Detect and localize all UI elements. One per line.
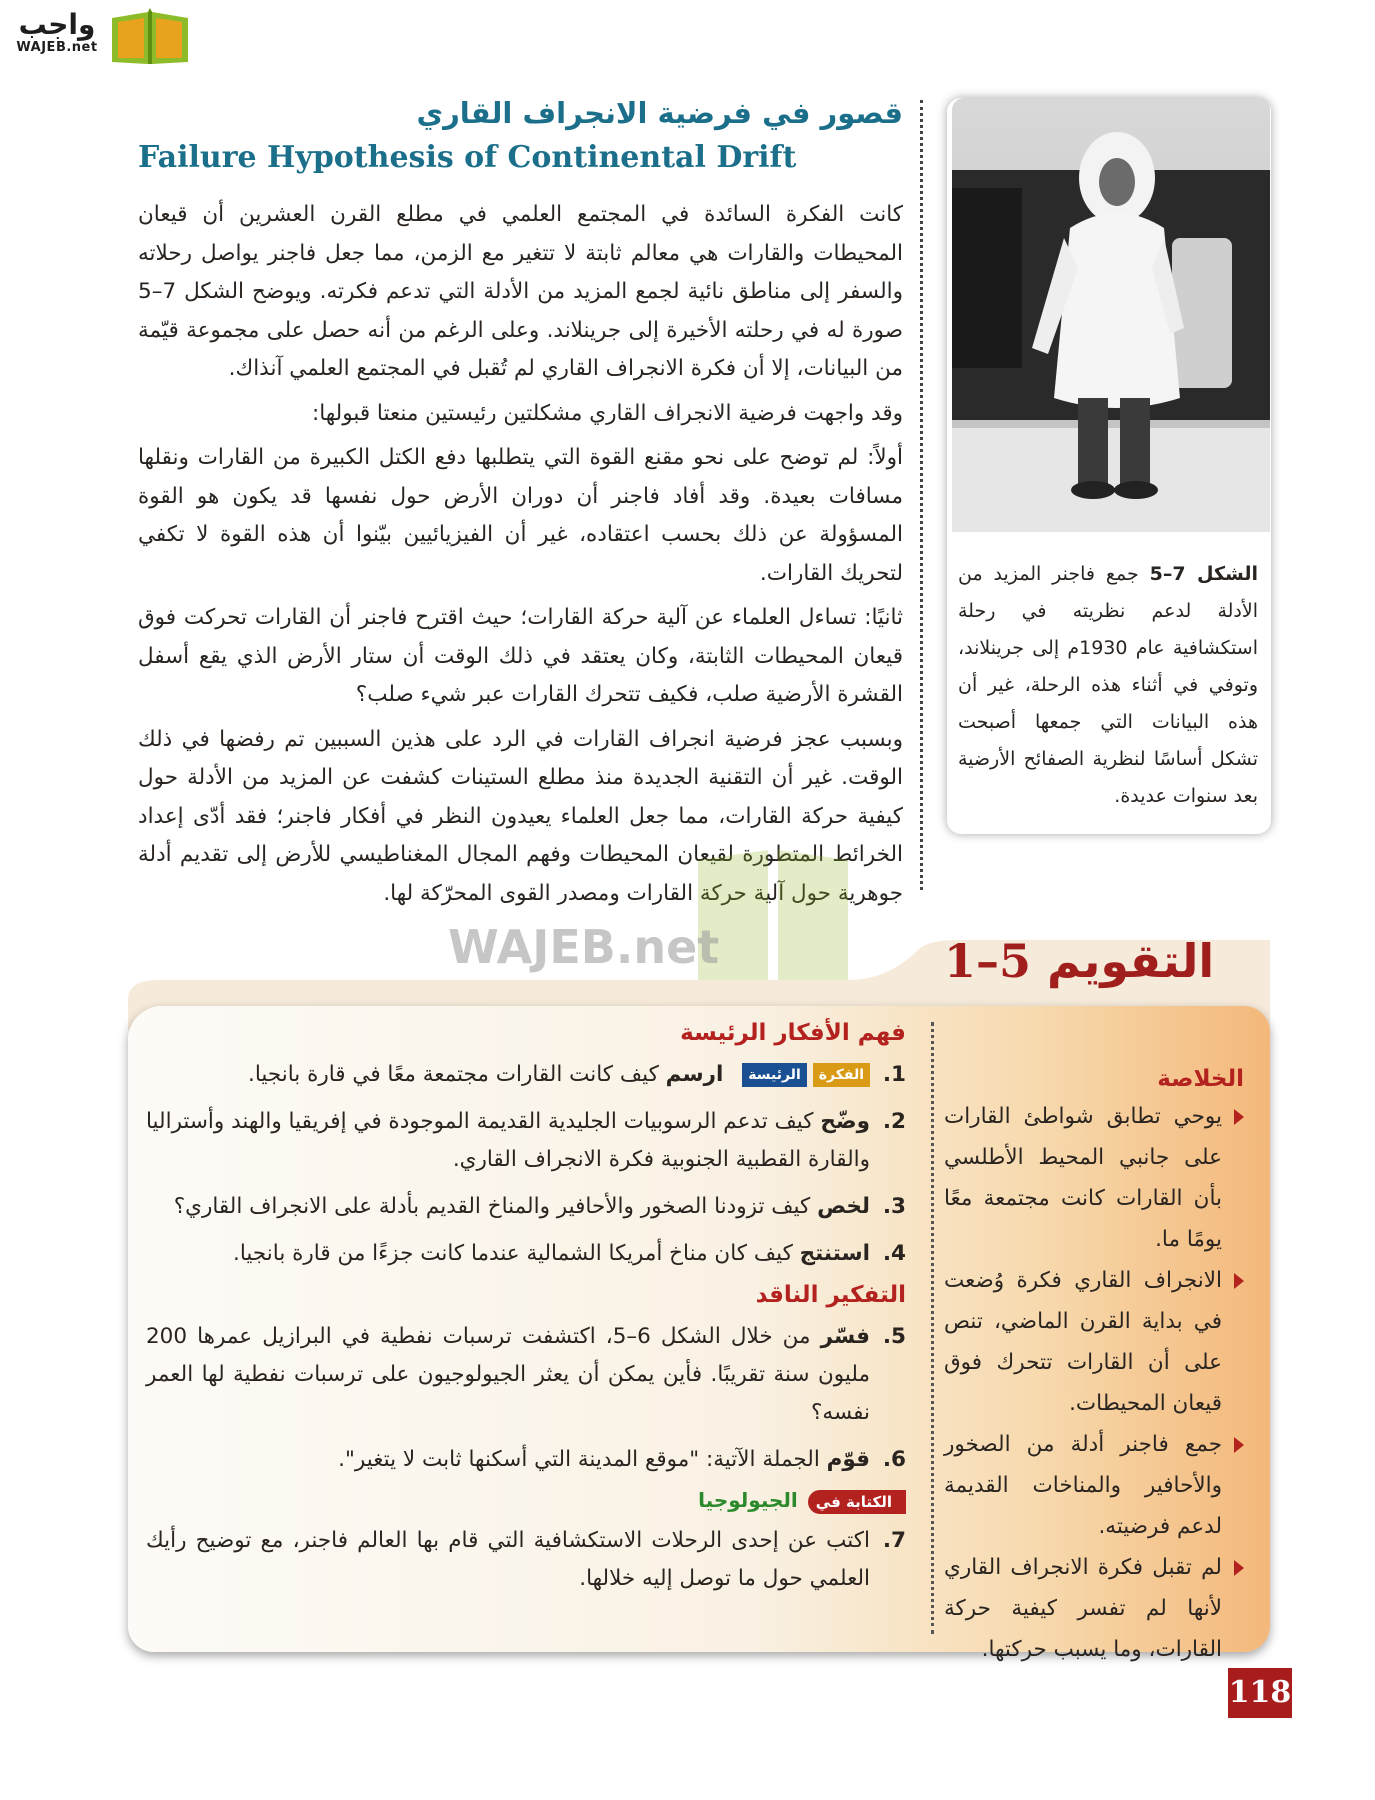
logo-text — [8, 10, 106, 55]
question-number: 6. — [882, 1447, 906, 1472]
question-2 — [146, 1103, 906, 1179]
main-idea-badge-2: الرئيسة — [742, 1063, 806, 1087]
paragraph-3: أولاً: لم توضح على نحو مقنع القوة التي يتطلبها دفع الكتل الكبيرة من القارات ونقلها مسافات بعيدة. وقد أفاد فاجنر أن دوران الأرض حول نفسها قد يكون هو القوة المسؤولة عن ذلك بحسب اعتقاده، غير أن الفيزيائيين بيّنوا أن هذه القوة لا تكفي لتحريك القارات. — [138, 445, 903, 586]
page-number: 118 — [1228, 1668, 1292, 1718]
logo-arabic: واجب — [18, 8, 96, 41]
watermark-text: WAJEB.net — [448, 920, 720, 974]
wajeb-logo[interactable] — [8, 6, 192, 68]
logo-english: WAJEB.net — [16, 40, 98, 55]
book-icon — [108, 6, 192, 68]
question-text: كيف تدعم الرسوبيات الجليدية القديمة الموجودة في إفريقيا والهند وأستراليا والقارة القطبية الجنوبية فكرة الانجراف القاري. — [146, 1109, 870, 1172]
question-number: 3. — [882, 1194, 906, 1219]
question-text: الجملة الآتية: "موقع المدينة التي أسكنها ثابت لا يتغير". — [338, 1447, 820, 1472]
question-text: من خلال الشكل 6–5، اكتشفت ترسبات نفطية في البرازيل عمرها 200 مليون سنة تقريبًا. فأين يمكن أن يعثر الجيولوجيون على ترسبات نفطية لها العمر نفسه؟ — [146, 1324, 870, 1425]
question-6 — [146, 1441, 906, 1479]
section-heading-arabic: قصور في فرضية الانجراف القاري — [416, 96, 903, 130]
summary-item: جمع فاجنر أدلة من الصخور والأحافير والمناخات القديمة لدعم فرضيته. — [944, 1424, 1244, 1547]
figure-caption — [958, 556, 1258, 815]
question-text: كيف كان مناخ أمريكا الشمالية عندما كانت جزءًا من قارة بانجيا. — [233, 1241, 793, 1266]
question-4 — [146, 1235, 906, 1273]
figure-label: الشكل 7–5 — [1149, 563, 1258, 585]
question-verb: وضّح — [820, 1109, 870, 1134]
question-verb: قوّم — [826, 1447, 870, 1472]
paragraph-2: وقد واجهت فرضية الانجراف القاري مشكلتين رئيستين منعتا قبولها: — [311, 400, 903, 426]
summary-title: الخلاصة — [1157, 1066, 1244, 1092]
paragraph-5: وبسبب عجز فرضية انجراف القارات في الرد على هذين السببين تم رفضها في ذلك الوقت. غير أن التقنية الجديدة منذ مطلع الستينات كشفت عن المزيد من الأدلة حول كيفية حركة القارات، مما جعل العلماء يعيدون النظر في أفكار فاجنر؛ فقد أدّى إعداد الخرائط المتطورة لقيعان المحيطات وفهم المجال المغناطيسي للأرض إلى تقديم أدلة جوهرية حول آلية حركة القارات ومصدر القوى المحرّكة لها. — [138, 726, 903, 906]
summary-list — [944, 1096, 1244, 1670]
writing-subject: الجيولوجيا — [698, 1488, 798, 1512]
column-divider — [920, 100, 923, 890]
question-number: 7. — [882, 1528, 906, 1553]
question-7 — [146, 1522, 906, 1598]
summary-item: لم تقبل فكرة الانجراف القاري لأنها لم تفسر كيفية حركة القارات، وما يسبب حركتها. — [944, 1547, 1244, 1670]
evaluation-number: 5–1 — [944, 934, 1032, 988]
question-number: 1. — [882, 1062, 906, 1087]
question-5 — [146, 1318, 906, 1432]
evaluation-title — [944, 934, 1214, 988]
question-verb: لخص — [817, 1194, 870, 1219]
summary-item: يوحي تطابق شواطئ القارات على جانبي المحيط الأطلسي بأن القارات كانت مجتمعة معًا يومًا ما. — [944, 1096, 1244, 1260]
question-verb: ارسم — [665, 1062, 724, 1087]
question-text: كيف كانت القارات مجتمعة معًا في قارة بانجيا. — [247, 1062, 659, 1087]
question-verb: فسّر — [820, 1324, 870, 1349]
paragraph-1: كانت الفكرة السائدة في المجتمع العلمي في مطلع القرن العشرين أن قيعان المحيطات والقارات هي معالم ثابتة لا تتغير مع الزمن، مما جعل فاجنر يواصل رحلاته والسفر إلى مناطق نائية لجمع المزيد من الأدلة التي تدعم فكرته. ويوضح الشكل 7–5 صورة له في رحلته الأخيرة إلى جرينلاند. وعلى الرغم من أنه حصل على مجموعة قيّمة من البيانات، إلا أن فكرة الانجراف القاري لم تُقبل في المجتمع العلمي آنذاك. — [138, 202, 903, 381]
paragraph-4: ثانيًا: تساءل العلماء عن آلية حركة القارات؛ حيث اقترح فاجنر أن القارات تحركت فوق قيعان المحيطات الثابتة، وكان يعتقد في ذلك الوقت أن ستار الأرض الذي يقع أسفل القشرة الأرضية صلب، فكيف تتحرك القارات عبر شيء صلب؟ — [138, 605, 903, 707]
main-idea-badge: الفكرة — [813, 1063, 870, 1087]
summary-panel — [944, 1066, 1244, 1670]
questions-panel — [146, 1020, 906, 1607]
evaluation-divider — [931, 1022, 934, 1634]
question-number: 5. — [882, 1324, 906, 1349]
question-verb: استنتج — [799, 1241, 870, 1266]
question-text: كيف تزودنا الصخور والأحافير والمناخ القديم بأدلة على الانجراف القاري؟ — [173, 1194, 811, 1219]
question-number: 2. — [882, 1109, 906, 1134]
question-number: 4. — [882, 1241, 906, 1266]
wegener-photo — [952, 98, 1270, 532]
writing-badge: الكتابة في — [808, 1490, 906, 1514]
summary-item: الانجراف القاري فكرة وُضعت في بداية القرن الماضي، تنص على أن القارات تتحرك فوق قيعان المحيطات. — [944, 1260, 1244, 1424]
question-1 — [146, 1056, 906, 1094]
writing-geology-label — [146, 1488, 906, 1514]
question-3 — [146, 1188, 906, 1226]
figure-caption-text: جمع فاجنر المزيد من الأدلة لدعم نظريته في رحلة استكشافية عام 1930م إلى جرينلاند، وتوفي في أثناء هذه الرحلة، غير أن هذه البيانات التي جمعها أصبحت تشكل أساسًا لنظرية الصفائح الأرضية بعد سنوات عديدة. — [958, 563, 1259, 807]
main-ideas-title: فهم الأفكار الرئيسة — [680, 1020, 906, 1046]
body-text — [138, 196, 903, 919]
question-text: اكتب عن إحدى الرحلات الاستكشافية التي قام بها العالم فاجنر، مع توضيح رأيك العلمي حول ما توصل إليه خلالها. — [146, 1528, 870, 1591]
critical-thinking-title: التفكير الناقد — [755, 1282, 906, 1308]
evaluation-word: التقويم — [1047, 934, 1215, 988]
section-heading-english: Failure Hypothesis of Continental Drift — [138, 140, 797, 175]
